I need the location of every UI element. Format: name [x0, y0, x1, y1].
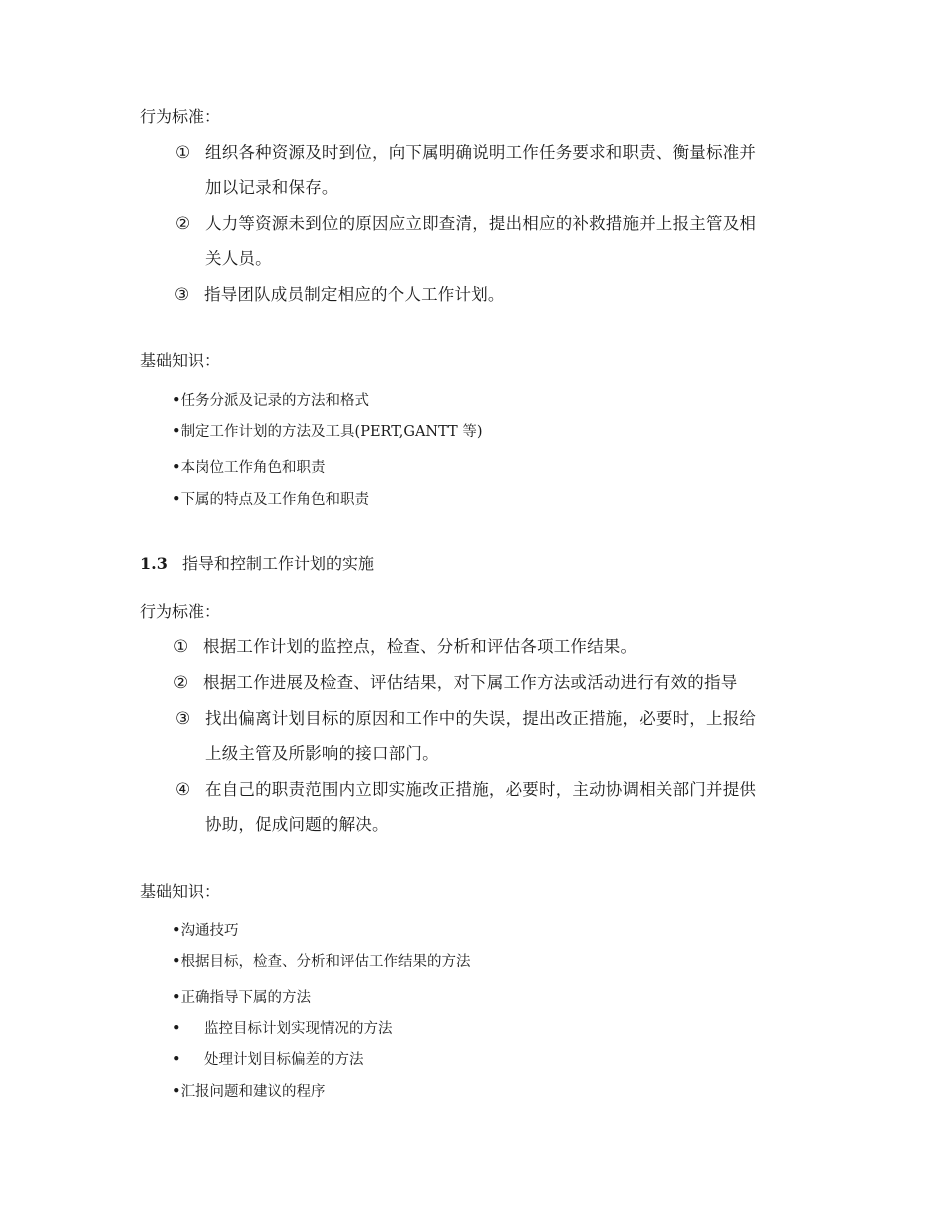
- bullet-text: 本岗位工作角色和职责: [180, 460, 326, 476]
- knowledge-bullet-item: [172, 425, 483, 440]
- bullet-text: 正确指导下属的方法: [180, 990, 312, 1006]
- basic-knowledge-label: 基础知识：: [140, 351, 221, 370]
- basic-knowledge-label: 基础知识：: [140, 882, 221, 901]
- bullet-text: 下属的特点及工作角色和职责: [180, 492, 370, 508]
- behavior-standard-label: 行为标准：: [140, 107, 221, 126]
- item-text: 指导团队成员制定相应的个人工作计划。: [204, 285, 505, 304]
- knowledge-bullet-item: [172, 955, 471, 970]
- bullet-marker: •: [172, 393, 181, 409]
- bullet-text: 任务分派及记录的方法和格式: [180, 393, 370, 409]
- knowledge-bullet-item: [172, 394, 369, 409]
- item-number: ①: [175, 143, 191, 163]
- bullet-text: 处理计划目标偏差的方法: [204, 1052, 364, 1068]
- item-number: ②: [175, 214, 191, 234]
- section-title: 指导和控制工作计划的实施: [182, 554, 375, 573]
- bullet-marker: •: [172, 492, 181, 508]
- bullet-marker: •: [172, 954, 181, 970]
- item-text-continued: 协助，促成问题的解决。: [205, 815, 389, 834]
- knowledge-bullet-item: [172, 1085, 326, 1100]
- bullet-text: 沟通技巧: [180, 923, 239, 939]
- item-text: 找出偏离计划目标的原因和工作中的失误，提出改正措施，必要时，上报给: [205, 709, 757, 728]
- item-number: ②: [173, 673, 189, 693]
- bullet-text: 制定工作计划的方法及工具(PERT,GANTT 等): [180, 424, 483, 440]
- item-text-continued: 加以记录和保存。: [205, 178, 339, 197]
- section-number: 1.3: [140, 554, 168, 573]
- item-number: ③: [174, 285, 190, 305]
- knowledge-bullet-item: [172, 461, 326, 476]
- bullet-marker: •: [172, 424, 181, 440]
- bullet-marker: •: [172, 460, 181, 476]
- bullet-marker: •: [172, 923, 181, 939]
- behavior-standard-label: 行为标准：: [140, 602, 221, 621]
- bullet-text: 监控目标计划实现情况的方法: [204, 1021, 393, 1037]
- item-text-continued: 上级主管及所影响的接口部门。: [205, 744, 439, 763]
- item-number: ①: [173, 637, 189, 657]
- bullet-marker: •: [172, 1052, 181, 1068]
- item-number: ③: [175, 709, 191, 729]
- knowledge-bullet-item: [172, 1022, 393, 1037]
- item-number: ④: [175, 780, 191, 800]
- item-text: 人力等资源未到位的原因应立即查清，提出相应的补救措施并上报主管及相: [205, 214, 757, 233]
- knowledge-bullet-item: [172, 991, 311, 1006]
- item-text: 在自己的职责范围内立即实施改正措施，必要时，主动协调相关部门并提供: [205, 780, 757, 799]
- item-text: 根据工作计划的监控点，检查、分析和评估各项工作结果。: [203, 637, 638, 656]
- item-text-continued: 关人员。: [205, 249, 272, 268]
- item-text: 根据工作进展及检查、评估结果，对下属工作方法或活动进行有效的指导: [203, 673, 738, 692]
- item-text: 组织各种资源及时到位，向下属明确说明工作任务要求和职责、衡量标准并: [205, 143, 757, 162]
- bullet-marker: •: [172, 1084, 181, 1100]
- bullet-text: 汇报问题和建议的程序: [180, 1084, 326, 1100]
- knowledge-bullet-item: [172, 924, 239, 939]
- bullet-marker: •: [172, 1021, 181, 1037]
- bullet-marker: •: [172, 990, 181, 1006]
- knowledge-bullet-item: [172, 493, 369, 508]
- bullet-text: 根据目标，检查、分析和评估工作结果的方法: [180, 954, 471, 970]
- knowledge-bullet-item: [172, 1053, 364, 1068]
